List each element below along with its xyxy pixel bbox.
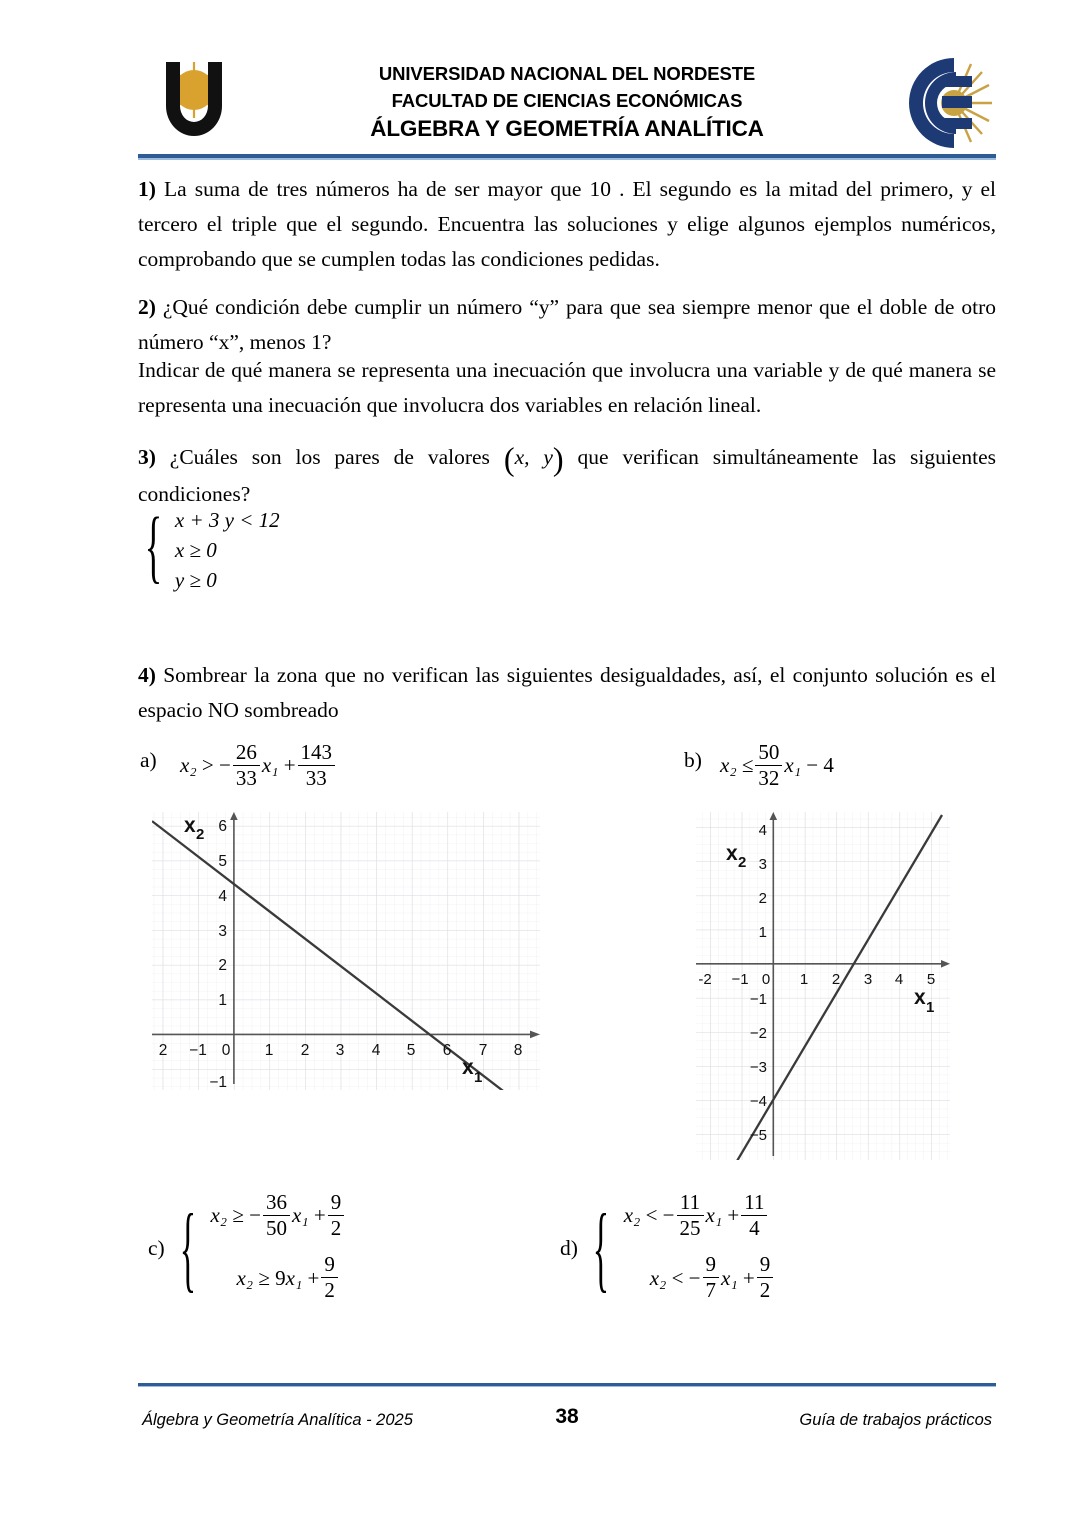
question-2	[138, 290, 996, 360]
fce-ce-rays-logo	[892, 52, 996, 154]
eq-a-sign: −	[218, 753, 231, 778]
item-4b-label: b)	[684, 748, 702, 772]
footer-page-number: 38	[555, 1405, 579, 1428]
item-4d-row-2	[624, 1252, 776, 1306]
system-row-3: y ≥ 0	[174, 568, 217, 592]
eq-d2-lhs: x₂	[649, 1265, 667, 1290]
eq-d2-frac2-den: 2	[759, 1278, 771, 1303]
svg-text:2: 2	[196, 826, 205, 843]
eq-b-frac-den: 32	[758, 765, 780, 790]
eq-d2-fraction-1	[703, 1252, 720, 1303]
item-4b-equation	[720, 739, 834, 793]
eq-c1-relation: ≥	[232, 1203, 244, 1228]
system-row-2: x ≥ 0	[174, 538, 217, 562]
eq-c1-sign: −	[249, 1203, 261, 1228]
item-4d-system	[560, 1189, 775, 1305]
item-4c-system	[148, 1189, 346, 1305]
eq-d1-frac1-num: 11	[677, 1190, 704, 1216]
svg-text:5: 5	[926, 971, 936, 988]
eq-b-var: x₁	[784, 753, 802, 778]
eq-d1-sign: −	[662, 1203, 675, 1228]
eq-c1-var: x₁	[291, 1203, 309, 1228]
eq-a-relation: >	[201, 753, 214, 778]
svg-text:5: 5	[406, 1042, 416, 1059]
footer-left-text: Álgebra y Geometría Analítica - 2025	[142, 1411, 413, 1429]
eq-b-lhs: x₂	[720, 753, 737, 778]
item-4d-brace: {	[592, 1195, 609, 1302]
eq-c2-plus: +	[307, 1265, 320, 1290]
item-4d-row-1	[623, 1189, 776, 1243]
eq-d2-var: x₁	[721, 1265, 738, 1290]
eq-b-fraction	[755, 740, 782, 791]
svg-text:8: 8	[513, 1042, 523, 1059]
question-3-number: 3)	[138, 445, 156, 469]
svg-text:x: x	[914, 986, 926, 1009]
eq-c2-relation: ≥	[258, 1265, 270, 1290]
svg-text:7: 7	[478, 1042, 488, 1059]
svg-text:1: 1	[218, 992, 227, 1009]
eq-c2-frac-den: 2	[324, 1278, 335, 1303]
item-4a-label: a)	[140, 748, 157, 772]
eq-c2-coef: 9	[275, 1265, 286, 1290]
graph-b-svg	[696, 812, 950, 1160]
eq-d1-frac1-den: 25	[679, 1215, 701, 1240]
question-3-system	[140, 502, 280, 595]
eq-c1-frac2-den: 2	[330, 1215, 342, 1240]
item-4c-row-2	[210, 1252, 346, 1306]
eq-a-fraction-2	[298, 740, 336, 791]
question-3-pair: (x, y)	[503, 440, 564, 477]
question-4-number: 4)	[138, 663, 156, 687]
question-3	[138, 440, 996, 512]
question-3-text-before: ¿Cuáles son los pares de valores	[169, 445, 490, 469]
eq-d1-fraction-2	[741, 1190, 767, 1241]
eq-c1-frac1-den: 50	[265, 1215, 287, 1240]
question-1	[138, 172, 996, 277]
eq-d1-frac2-den: 4	[749, 1215, 760, 1240]
svg-text:x: x	[462, 1056, 474, 1079]
svg-text:4: 4	[371, 1042, 381, 1059]
system-row-1: x + 3 y < 12	[174, 508, 280, 532]
eq-c2-frac-num: 9	[321, 1252, 338, 1278]
svg-text:−2: −2	[749, 1025, 767, 1042]
footer-right-text: Guía de trabajos prácticos	[799, 1411, 992, 1429]
eq-c1-fraction-1	[263, 1190, 290, 1241]
svg-text:−4: −4	[749, 1093, 767, 1110]
item-4c-brace: {	[179, 1195, 196, 1302]
svg-text:1: 1	[799, 971, 809, 988]
item-4a-equation	[180, 739, 337, 793]
header-line-university: UNIVERSIDAD NACIONAL DEL NORDESTE	[378, 63, 756, 84]
question-4	[138, 658, 996, 728]
svg-text:4: 4	[894, 971, 904, 988]
svg-text:3: 3	[758, 856, 767, 873]
system-brace: {	[144, 502, 163, 593]
svg-text:4: 4	[758, 822, 767, 839]
svg-text:1: 1	[926, 999, 935, 1016]
question-3-text-after: que verifican simultáneamente las siguientes condiciones?	[138, 445, 997, 506]
svg-text:3: 3	[335, 1042, 345, 1059]
svg-text:x: x	[184, 814, 196, 837]
svg-text:−1: −1	[209, 1074, 227, 1090]
svg-text:−3: −3	[749, 1059, 767, 1076]
svg-text:0: 0	[761, 971, 771, 988]
svg-text:2: 2	[158, 1042, 168, 1059]
svg-text:4: 4	[218, 888, 227, 905]
eq-d2-frac1-num: 9	[703, 1252, 720, 1278]
question-1-text: La suma de tres números ha de ser mayor que 10 . El segundo es la mitad del primero, y el tercero el triple que el segundo. Encuentra las soluciones y elige algunos ejemplos numéricos, comprobando que se cumplen todas las condiciones pedidas.	[138, 177, 997, 271]
graph-a-svg	[152, 812, 540, 1090]
svg-text:5: 5	[218, 853, 227, 870]
eq-b-frac-num: 50	[755, 740, 782, 766]
svg-text:6: 6	[442, 1042, 452, 1059]
graph-b-panel	[696, 812, 950, 1160]
header-line-faculty: FACULTAD DE CIENCIAS ECONÓMICAS	[391, 90, 743, 111]
eq-c1-lhs: x₂	[210, 1203, 228, 1228]
svg-text:−5: −5	[749, 1127, 767, 1144]
svg-text:-2: -2	[698, 971, 712, 988]
eq-c2-fraction	[321, 1252, 338, 1303]
svg-text:2: 2	[218, 957, 227, 974]
svg-text:x: x	[726, 842, 738, 865]
question-2-line2-wrap	[138, 353, 996, 423]
eq-a-frac1-num: 26	[233, 740, 260, 766]
svg-text:−1: −1	[189, 1042, 207, 1059]
eq-a-var: x₁	[261, 753, 279, 778]
svg-text:2: 2	[300, 1042, 310, 1059]
eq-a-plus: +	[283, 753, 296, 778]
eq-b-tail: − 4	[806, 753, 834, 778]
page-footer	[138, 1405, 996, 1439]
question-2-number: 2)	[138, 295, 156, 319]
svg-text:3: 3	[863, 971, 873, 988]
svg-text:−1: −1	[749, 991, 767, 1008]
header-titles	[268, 60, 866, 144]
eq-d2-relation: <	[671, 1265, 684, 1290]
eq-d2-frac2-num: 9	[757, 1252, 774, 1278]
eq-c1-frac2-num: 9	[328, 1190, 345, 1216]
header-line-subject: ÁLGEBRA Y GEOMETRÍA ANALÍTICA	[370, 116, 764, 141]
eq-b-relation: ≤	[741, 753, 754, 778]
svg-text:2: 2	[738, 854, 747, 871]
eq-d1-plus: +	[727, 1203, 740, 1228]
question-2-line2: Indicar de qué manera se representa una inecuación que involucra una variable y de qué manera se representa una inecuación que involucra dos variables en relación lineal.	[138, 358, 996, 417]
eq-d1-var: x₁	[705, 1203, 723, 1228]
eq-a-frac2-den: 33	[305, 765, 327, 790]
question-1-number: 1)	[138, 177, 156, 201]
eq-d2-plus: +	[742, 1265, 755, 1290]
item-4c-label: c)	[148, 1236, 165, 1261]
footer-divider-rule	[138, 1383, 996, 1387]
svg-text:−1: −1	[731, 971, 749, 988]
eq-d2-sign: −	[688, 1265, 701, 1290]
question-2-line1: ¿Qué condición debe cumplir un número “y” para que sea siempre menor que el doble de otro número “x”, menos 1?	[138, 295, 997, 354]
eq-a-frac1-den: 33	[235, 765, 257, 790]
eq-d2-frac1-den: 7	[705, 1278, 716, 1303]
svg-text:0: 0	[221, 1042, 231, 1059]
header-divider-rule	[138, 154, 996, 160]
eq-c1-frac1-num: 36	[263, 1190, 290, 1216]
page-header	[138, 52, 996, 152]
item-4c-row-1	[210, 1189, 346, 1243]
unne-u-sun-logo	[146, 56, 242, 148]
svg-text:6: 6	[218, 818, 227, 835]
svg-text:1: 1	[264, 1042, 274, 1059]
eq-a-fraction-1	[233, 740, 260, 791]
svg-text:2: 2	[758, 890, 767, 907]
svg-text:3: 3	[218, 923, 227, 940]
eq-c2-lhs: x₂	[236, 1265, 254, 1290]
eq-d1-lhs: x₂	[623, 1203, 641, 1228]
graph-a-panel	[152, 812, 540, 1090]
eq-d1-fraction-1	[677, 1190, 704, 1241]
eq-a-frac2-num: 143	[298, 740, 336, 766]
item-4d-label: d)	[560, 1236, 578, 1261]
eq-d1-frac2-num: 11	[741, 1190, 767, 1216]
eq-c2-var: x₁	[285, 1265, 303, 1290]
eq-a-lhs: x₂	[180, 753, 197, 778]
question-4-text: Sombrear la zona que no verifican las siguientes desigualdades, así, el conjunto solución es el espacio NO sombreado	[138, 663, 996, 722]
svg-text:1: 1	[474, 1069, 483, 1086]
svg-text:1: 1	[758, 924, 767, 941]
eq-d2-fraction-2	[757, 1252, 774, 1303]
svg-text:2: 2	[831, 971, 841, 988]
eq-c1-plus: +	[313, 1203, 326, 1228]
eq-c1-fraction-2	[328, 1190, 345, 1241]
eq-d1-relation: <	[645, 1203, 658, 1228]
